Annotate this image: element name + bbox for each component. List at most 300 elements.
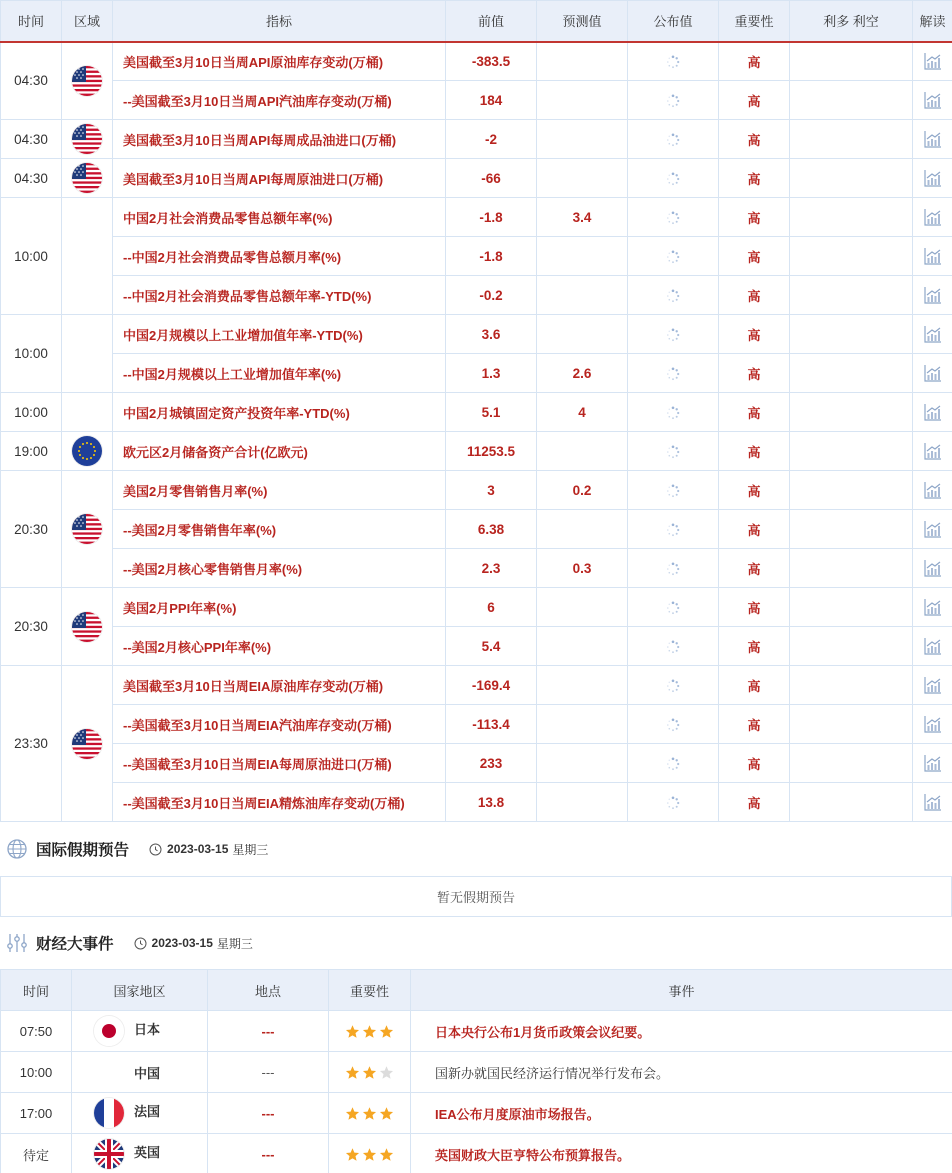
row-forecast: [537, 666, 628, 705]
row-analysis[interactable]: [913, 432, 952, 471]
row-impact: [790, 588, 913, 627]
header-impact: 利多 利空: [790, 1, 913, 42]
row-forecast: [537, 159, 628, 198]
star-filled-icon: [379, 1147, 394, 1162]
loading-icon: [666, 445, 680, 459]
calendar-row: [1, 705, 952, 744]
chart-analysis-icon[interactable]: [924, 715, 942, 733]
row-importance: 高: [719, 432, 790, 471]
row-indicator[interactable]: --中国2月社会消费品零售总额年率-YTD(%): [113, 276, 446, 315]
event-place: ---: [208, 1011, 329, 1052]
chart-analysis-icon[interactable]: [924, 598, 942, 616]
header-time: 时间: [1, 1, 62, 42]
row-indicator[interactable]: --美国2月零售销售年率(%): [113, 510, 446, 549]
row-importance: 高: [719, 159, 790, 198]
row-analysis[interactable]: [913, 354, 952, 393]
star-filled-icon: [362, 1106, 377, 1121]
row-previous: -113.4: [446, 705, 537, 744]
event-time: 17:00: [1, 1093, 72, 1134]
events-header-event: 事件: [411, 970, 952, 1011]
chart-analysis-icon[interactable]: [924, 91, 942, 109]
loading-icon: [666, 172, 680, 186]
holiday-weekday: 星期三: [232, 842, 269, 857]
row-actual: [628, 81, 719, 120]
event-description[interactable]: IEA公布月度原油市场报告。: [411, 1093, 952, 1134]
row-actual: [628, 393, 719, 432]
row-analysis[interactable]: [913, 42, 952, 81]
row-actual: [628, 588, 719, 627]
row-impact: [790, 432, 913, 471]
clock-icon: [134, 937, 147, 950]
row-time: 04:30: [1, 159, 62, 198]
chart-analysis-icon[interactable]: [924, 286, 942, 304]
chart-analysis-icon[interactable]: [924, 325, 942, 343]
calendar-row: [1, 549, 952, 588]
event-place: ---: [208, 1052, 329, 1093]
star-filled-icon: [362, 1024, 377, 1039]
event-country: [72, 1052, 208, 1093]
jp-flag-icon: [94, 1016, 124, 1046]
calendar-row: [1, 315, 952, 354]
header-region: 区域: [62, 1, 113, 42]
header-actual: 公布值: [628, 1, 719, 42]
row-time: 19:00: [1, 432, 62, 471]
event-importance: [329, 1011, 411, 1052]
row-analysis[interactable]: [913, 627, 952, 666]
event-row: [1, 1134, 952, 1173]
row-actual: [628, 432, 719, 471]
row-importance: 高: [719, 627, 790, 666]
chart-analysis-icon[interactable]: [924, 130, 942, 148]
loading-icon: [666, 523, 680, 537]
row-impact: [790, 705, 913, 744]
chart-analysis-icon[interactable]: [924, 559, 942, 577]
events-date: [134, 935, 253, 952]
row-importance: 高: [719, 705, 790, 744]
events-weekday: 星期三: [216, 936, 253, 951]
row-actual: [628, 354, 719, 393]
row-impact: [790, 627, 913, 666]
row-analysis[interactable]: [913, 783, 952, 822]
events-section-header: [0, 917, 952, 969]
row-analysis[interactable]: [913, 120, 952, 159]
row-actual: [628, 549, 719, 588]
header-analysis: 解读: [913, 1, 952, 42]
row-forecast: 0.2: [537, 471, 628, 510]
row-analysis[interactable]: [913, 744, 952, 783]
event-country: [72, 1134, 208, 1173]
event-importance: [329, 1134, 411, 1173]
row-analysis[interactable]: [913, 198, 952, 237]
row-indicator[interactable]: --中国2月社会消费品零售总额月率(%): [113, 237, 446, 276]
us-flag-icon: [72, 729, 102, 759]
row-previous: 11253.5: [446, 432, 537, 471]
calendar-row: [1, 354, 952, 393]
event-description[interactable]: 英国财政大臣亨特公布预算报告。: [411, 1134, 952, 1173]
row-analysis[interactable]: [913, 549, 952, 588]
calendar-row: [1, 471, 952, 510]
row-impact: [790, 42, 913, 81]
row-previous: 3: [446, 471, 537, 510]
row-region: [62, 393, 113, 432]
event-time: 07:50: [1, 1011, 72, 1052]
event-country-name: 日本: [134, 1022, 161, 1038]
event-importance: [329, 1052, 411, 1093]
calendar-row: [1, 432, 952, 471]
header-indicator: 指标: [113, 1, 446, 42]
row-time: 20:30: [1, 471, 62, 588]
row-actual: [628, 120, 719, 159]
row-forecast: [537, 510, 628, 549]
row-actual: [628, 42, 719, 81]
row-importance: 高: [719, 276, 790, 315]
globe-icon: [6, 838, 28, 860]
row-previous: -1.8: [446, 198, 537, 237]
row-analysis[interactable]: [913, 276, 952, 315]
row-actual: [628, 471, 719, 510]
chart-analysis-icon[interactable]: [924, 481, 942, 499]
row-analysis[interactable]: [913, 159, 952, 198]
row-forecast: [537, 81, 628, 120]
row-forecast: 4: [537, 393, 628, 432]
us-flag-icon: [72, 163, 102, 193]
sliders-icon: [6, 932, 28, 954]
star-filled-icon: [379, 1024, 394, 1039]
row-analysis[interactable]: [913, 510, 952, 549]
loading-icon: [666, 328, 680, 342]
star-filled-icon: [362, 1065, 377, 1080]
us-flag-icon: [72, 514, 102, 544]
row-forecast: [537, 588, 628, 627]
row-indicator[interactable]: 美国截至3月10日当周API每周原油进口(万桶): [113, 159, 446, 198]
row-impact: [790, 198, 913, 237]
row-impact: [790, 744, 913, 783]
row-indicator[interactable]: --美国截至3月10日当周EIA每周原油进口(万桶): [113, 744, 446, 783]
row-previous: 1.3: [446, 354, 537, 393]
row-impact: [790, 393, 913, 432]
row-actual: [628, 666, 719, 705]
row-indicator[interactable]: 美国2月PPI年率(%): [113, 588, 446, 627]
calendar-row: [1, 81, 952, 120]
loading-icon: [666, 640, 680, 654]
row-indicator[interactable]: 中国2月城镇固定资产投资年率-YTD(%): [113, 393, 446, 432]
row-indicator[interactable]: 中国2月社会消费品零售总额年率(%): [113, 198, 446, 237]
holiday-section-header: [0, 822, 952, 876]
calendar-row: [1, 42, 952, 81]
row-previous: 184: [446, 81, 537, 120]
star-empty-icon: [379, 1065, 394, 1080]
row-previous: 3.6: [446, 315, 537, 354]
row-forecast: [537, 237, 628, 276]
row-indicator[interactable]: 欧元区2月储备资产合计(亿欧元): [113, 432, 446, 471]
event-country: [72, 1093, 208, 1134]
star-filled-icon: [345, 1147, 360, 1162]
row-indicator[interactable]: 中国2月规模以上工业增加值年率-YTD(%): [113, 315, 446, 354]
calendar-row: [1, 276, 952, 315]
loading-icon: [666, 367, 680, 381]
row-impact: [790, 666, 913, 705]
uk-flag-icon: [94, 1139, 124, 1169]
chart-analysis-icon[interactable]: [924, 520, 942, 538]
event-country-name: 英国: [134, 1145, 161, 1161]
row-impact: [790, 510, 913, 549]
row-impact: [790, 120, 913, 159]
row-indicator[interactable]: --美国截至3月10日当周EIA汽油库存变动(万桶): [113, 705, 446, 744]
calendar-row: [1, 510, 952, 549]
events-header-country: 国家地区: [72, 970, 208, 1011]
row-importance: 高: [719, 666, 790, 705]
row-importance: 高: [719, 42, 790, 81]
row-impact: [790, 276, 913, 315]
row-region: [62, 471, 113, 588]
calendar-row: [1, 744, 952, 783]
star-filled-icon: [379, 1106, 394, 1121]
events-header-time: 时间: [1, 970, 72, 1011]
events-title: 财经大事件: [36, 936, 114, 953]
us-flag-icon: [72, 66, 102, 96]
row-impact: [790, 159, 913, 198]
row-importance: 高: [719, 198, 790, 237]
row-region: [62, 42, 113, 120]
header-previous: 前值: [446, 1, 537, 42]
row-region: [62, 198, 113, 315]
row-actual: [628, 315, 719, 354]
row-region: [62, 315, 113, 393]
event-row: [1, 1052, 952, 1093]
row-previous: -0.2: [446, 276, 537, 315]
event-place: ---: [208, 1134, 329, 1173]
events-header-place: 地点: [208, 970, 329, 1011]
event-country: [72, 1011, 208, 1052]
row-importance: 高: [719, 744, 790, 783]
calendar-row: [1, 783, 952, 822]
row-importance: 高: [719, 315, 790, 354]
event-time: 待定: [1, 1134, 72, 1173]
event-country-name: 法国: [134, 1104, 161, 1120]
row-analysis[interactable]: [913, 705, 952, 744]
calendar-row: [1, 666, 952, 705]
row-time: 10:00: [1, 393, 62, 432]
calendar-row: [1, 393, 952, 432]
row-previous: -383.5: [446, 42, 537, 81]
row-analysis[interactable]: [913, 315, 952, 354]
loading-icon: [666, 757, 680, 771]
row-actual: [628, 159, 719, 198]
row-forecast: [537, 120, 628, 159]
row-impact: [790, 81, 913, 120]
row-importance: 高: [719, 588, 790, 627]
event-row: [1, 1093, 952, 1134]
event-place: ---: [208, 1093, 329, 1134]
event-importance: [329, 1093, 411, 1134]
loading-icon: [666, 250, 680, 264]
row-actual: [628, 705, 719, 744]
row-previous: 233: [446, 744, 537, 783]
row-impact: [790, 237, 913, 276]
row-indicator[interactable]: --中国2月规模以上工业增加值年率(%): [113, 354, 446, 393]
row-indicator[interactable]: --美国截至3月10日当周EIA精炼油库存变动(万桶): [113, 783, 446, 822]
row-impact: [790, 315, 913, 354]
row-previous: 2.3: [446, 549, 537, 588]
row-indicator[interactable]: --美国2月核心PPI年率(%): [113, 627, 446, 666]
calendar-header-row: [1, 1, 952, 42]
row-forecast: [537, 432, 628, 471]
chart-analysis-icon[interactable]: [924, 52, 942, 70]
events-header-importance: 重要性: [329, 970, 411, 1011]
row-forecast: 0.3: [537, 549, 628, 588]
loading-icon: [666, 562, 680, 576]
chart-analysis-icon[interactable]: [924, 208, 942, 226]
row-actual: [628, 198, 719, 237]
row-previous: 5.1: [446, 393, 537, 432]
row-actual: [628, 237, 719, 276]
row-previous: -2: [446, 120, 537, 159]
row-indicator[interactable]: 美国截至3月10日当周API每周成品油进口(万桶): [113, 120, 446, 159]
row-importance: 高: [719, 471, 790, 510]
row-time: 04:30: [1, 120, 62, 159]
loading-icon: [666, 601, 680, 615]
loading-icon: [666, 289, 680, 303]
chart-analysis-icon[interactable]: [924, 364, 942, 382]
row-indicator[interactable]: --美国截至3月10日当周API汽油库存变动(万桶): [113, 81, 446, 120]
row-analysis[interactable]: [913, 81, 952, 120]
loading-icon: [666, 718, 680, 732]
row-time: 04:30: [1, 42, 62, 120]
row-previous: 5.4: [446, 627, 537, 666]
row-analysis[interactable]: [913, 237, 952, 276]
row-forecast: 3.4: [537, 198, 628, 237]
holiday-empty-text: 暂无假期预告: [436, 890, 515, 905]
row-forecast: [537, 42, 628, 81]
row-importance: 高: [719, 783, 790, 822]
events-header-row: [1, 970, 952, 1011]
row-actual: [628, 744, 719, 783]
loading-icon: [666, 55, 680, 69]
row-forecast: [537, 627, 628, 666]
header-importance: 重要性: [719, 1, 790, 42]
row-impact: [790, 354, 913, 393]
header-forecast: 预测值: [537, 1, 628, 42]
row-importance: 高: [719, 120, 790, 159]
row-forecast: [537, 315, 628, 354]
calendar-row: [1, 627, 952, 666]
event-row: [1, 1011, 952, 1052]
row-impact: [790, 783, 913, 822]
row-previous: -66: [446, 159, 537, 198]
loading-icon: [666, 484, 680, 498]
row-forecast: [537, 744, 628, 783]
calendar-row: [1, 159, 952, 198]
star-filled-icon: [345, 1024, 360, 1039]
row-region: [62, 159, 113, 198]
loading-icon: [666, 679, 680, 693]
row-previous: -169.4: [446, 666, 537, 705]
row-analysis[interactable]: [913, 666, 952, 705]
holiday-date-text: 2023-03-15: [167, 842, 229, 856]
row-forecast: [537, 783, 628, 822]
row-importance: 高: [719, 81, 790, 120]
row-actual: [628, 276, 719, 315]
row-analysis[interactable]: [913, 588, 952, 627]
row-actual: [628, 783, 719, 822]
eu-flag-icon: [72, 436, 102, 466]
row-importance: 高: [719, 393, 790, 432]
loading-icon: [666, 211, 680, 225]
row-indicator[interactable]: --美国2月核心零售销售月率(%): [113, 549, 446, 588]
chart-analysis-icon[interactable]: [924, 637, 942, 655]
holiday-empty-box: [0, 876, 952, 917]
row-forecast: [537, 276, 628, 315]
event-description[interactable]: 国新办就国民经济运行情况举行发布会。: [411, 1052, 952, 1093]
holiday-title: 国际假期预告: [36, 842, 130, 859]
us-flag-icon: [72, 124, 102, 154]
row-time: 10:00: [1, 198, 62, 315]
loading-icon: [666, 796, 680, 810]
row-region: [62, 432, 113, 471]
row-previous: 6.38: [446, 510, 537, 549]
event-time: 10:00: [1, 1052, 72, 1093]
chart-analysis-icon[interactable]: [924, 676, 942, 694]
row-indicator[interactable]: 美国截至3月10日当周API原油库存变动(万桶): [113, 42, 446, 81]
row-previous: 13.8: [446, 783, 537, 822]
row-region: [62, 588, 113, 666]
chart-analysis-icon[interactable]: [924, 169, 942, 187]
row-indicator[interactable]: 美国截至3月10日当周EIA原油库存变动(万桶): [113, 666, 446, 705]
chart-analysis-icon[interactable]: [924, 442, 942, 460]
events-date-text: 2023-03-15: [151, 936, 213, 950]
chart-analysis-icon[interactable]: [924, 403, 942, 421]
row-forecast: [537, 705, 628, 744]
chart-analysis-icon[interactable]: [924, 247, 942, 265]
row-analysis[interactable]: [913, 471, 952, 510]
row-region: [62, 666, 113, 822]
loading-icon: [666, 133, 680, 147]
calendar-row: [1, 120, 952, 159]
calendar-row: [1, 588, 952, 627]
row-actual: [628, 627, 719, 666]
events-table: [0, 969, 952, 1173]
fr-flag-icon: [94, 1098, 124, 1128]
row-actual: [628, 510, 719, 549]
row-importance: 高: [719, 510, 790, 549]
calendar-row: [1, 198, 952, 237]
row-region: [62, 120, 113, 159]
us-flag-icon: [72, 612, 102, 642]
star-filled-icon: [345, 1106, 360, 1121]
calendar-row: [1, 237, 952, 276]
row-analysis[interactable]: [913, 393, 952, 432]
row-previous: 6: [446, 588, 537, 627]
row-time: 20:30: [1, 588, 62, 666]
chart-analysis-icon[interactable]: [924, 793, 942, 811]
clock-icon: [149, 843, 162, 856]
row-time: 10:00: [1, 315, 62, 393]
chart-analysis-icon[interactable]: [924, 754, 942, 772]
star-filled-icon: [345, 1065, 360, 1080]
star-filled-icon: [362, 1147, 377, 1162]
row-importance: 高: [719, 549, 790, 588]
row-impact: [790, 471, 913, 510]
event-country-name: 中国: [134, 1065, 161, 1081]
row-time: 23:30: [1, 666, 62, 822]
loading-icon: [666, 406, 680, 420]
holiday-date: [149, 841, 268, 858]
loading-icon: [666, 94, 680, 108]
row-previous: -1.8: [446, 237, 537, 276]
row-importance: 高: [719, 237, 790, 276]
event-description[interactable]: 日本央行公布1月货币政策会议纪要。: [411, 1011, 952, 1052]
row-indicator[interactable]: 美国2月零售销售月率(%): [113, 471, 446, 510]
